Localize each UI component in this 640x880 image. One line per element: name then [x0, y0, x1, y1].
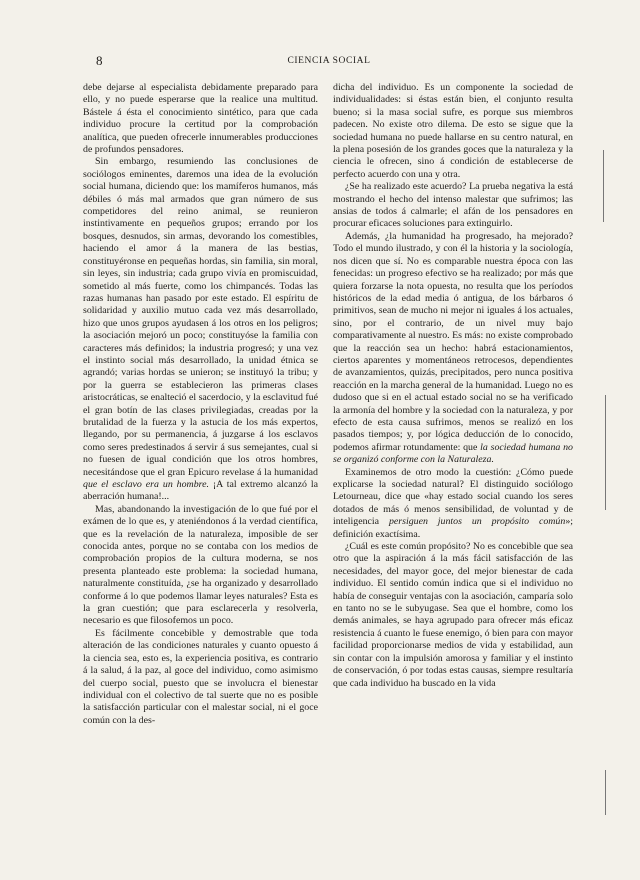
paragraph-text: Examinemos de otro modo la cuestión: ¿Cómo puede explicarse la sociedad natural? El distinguido sociólogo Letourneau, dice que «hay estado social cuando los seres dotados de más ó menos sensibilidad, de voluntad y de inteligencia [333, 466, 573, 528]
paragraph-text: ¿Cuál es este común propósito? No es concebible que sea otro que la aspiración á la más fácil satisfacción de las necesidades, del mayor goce, del mejor bienestar de cada individuo. El sentido común indica que si el individuo no había de conseguir ventajas con la asociación, camparía solo en tanto no se le subyugase. Sea que el hombre, como los demás animales, se haya agrupado para ofrecer más eficaz resistencia á cuanto le fuese enemigo, ó bien para con mayor facilidad proporcionarse medios de vida y estabilidad, aun sin contar con la impulsión amorosa y familiar y el instinto de conservación, ó por todas estas causas, siempre resultaría que cada individuo ha buscado en la vida [333, 541, 573, 689]
emphasis-text: que el esclavo era un hombre. [83, 479, 209, 490]
paragraph [333, 181, 573, 231]
paragraph [333, 231, 573, 467]
paragraph-text: dicha del individuo. Es un componente la sociedad de individualidades: si éstas están bien, el conjunto resulta bueno; si la masa social sufre, es porque sus miembros padecen. No existe otro dilema. De esto se sigue que la sociedad humana no puede hallarse en su centro natural, en la plena posesión de los grandes goces que la naturaleza y la ciencia le ofrecen, sino á condición de establecerse de perfecto acuerdo con una y otra. [333, 82, 573, 180]
margin-mark [603, 150, 604, 222]
page-header [88, 55, 570, 71]
paragraph-text: Además, ¿la humanidad ha progresado, ha mejorado? Todo el mundo ilustrado, y con él la historia y la sociología, nos dicen que sí. No es comparable nuestra época con las fenecidas: un progreso efectivo se ha realizado; por más que quiera forzarse la nota opuesta, no resulta que los períodos históricos de la edad media ó antigua, de los bárbaros ó primitivos, sean de mucho ni mejor ni iguales á los actuales, sino, por el contrario, de un nivel muy bajo comparativamente al nuestro. Es más: no existe comprobado que la reacción sea un hecho: habrá estacionamientos, ciertos aparentes y momentáneos retrocesos, dependientes de avanzamientos, quizás, precipitados, pero nunca positiva reacción en la marcha general de la humanidad. Luego no es dudoso que si en el actual estado social no se ha verificado la armonía del hombre y la sociedad con la naturaleza, y por efecto de esta causa sufrimos, menos se realizó en los pasados tiempos; y, por lógica deducción de lo conocido, podemos afirmar rotundamente: que [333, 230, 573, 453]
margin-mark [605, 770, 606, 815]
running-head: CIENCIA SOCIAL [287, 56, 371, 66]
paragraph-text: ¿Se ha realizado este acuerdo? La prueba negativa la está mostrando el hecho del intenso malestar que sufrimos; las ansias de todos á calmarle; el afán de los pensadores en procurar eficaces soluciones para extinguirlo. [333, 181, 573, 230]
margin-mark [605, 395, 606, 510]
paragraph-text: debe dejarse al especialista debidamente preparado para ello, y no puede esperarse que la realice una multitud. Bástele á ésta el conocimiento sintético, para que cada individuo procure la certitud por la comprobación analítica, que pueden ofrecerle innumerables producciones de profundos pensadores. [83, 82, 318, 156]
paragraph [83, 156, 318, 503]
paragraph-tail: »; definición exactísima. [333, 516, 573, 540]
paragraph [333, 82, 573, 181]
paragraph [333, 541, 573, 690]
emphasis-text: la sociedad humana no se organizó conforme con la Naturaleza. [333, 441, 573, 466]
paragraph [83, 82, 318, 156]
left-column [83, 82, 318, 862]
paragraph [83, 504, 318, 628]
paragraph-text: Mas, abandonando la investigación de lo que fué por el exámen de lo que es, y ateniéndonos á la verdad científica, que es la revelación de la naturaleza, imposible de ser conocida antes, porque no se contaba con los medios de comprobación propios de la cultura moderna, se nos presenta planteado este problema: la sociedad humana, naturalmente constituída, ¿se ha organizado y desarrollado conforme á lo que podemos llamar leyes naturales? Esta es la gran cuestión; que para esclarecerla y resolverla, necesario es que filosofemos un poco. [83, 503, 318, 627]
emphasis-text: persiguen juntos un propósito común [388, 516, 566, 528]
paragraph-text: Sin embargo, resumiendo las conclusiones de sociólogos eminentes, daremos una idea de la evolución social humana, diciendo que: los mamíferos humanos, más débiles ó más mal armados que gran número de sus competidores del reino animal, se reunieron instintivamente en pequeños grupos; errando por los bosques, desnudos, sin armas, devorando los comestibles, haciendo el amor á la manera de las bestias, constituyéronse en pequeñas hordas, sin familia, sin moral, sin leyes, sin industria; cada grupo vivía en promiscuidad, sometido al más fuerte, como los chimpancés. Todas las razas humanas han pasado por este estado. El espíritu de solidaridad y auxilio mutuo cada vez más desarrollado, hizo que unos grupos ayudasen á los otros en los peligros; la asociación mejoró un poco; constituyóse la familia con caracteres más definidos; la industria progresó; y una vez el instinto social más desarrollado, la unidad étnica se agrandó; varias hordas se unieron; se instituyó la tribu; y por la guerra se establecieron las primeras clases aristocráticas, se enalteció el sacerdocio, y la esclavitud fué el gran botín de las clases privilegiadas, creadas por la brutalidad de la fuerza y la astucia de los más expertos, llegando, por su permanencia, á juzgarse á los esclavos como seres predestinados á servir á sus semejantes, cual si no fuesen de igual condición que los otros hombres, necesitándose que el gran Epicuro revelase á la humanidad [83, 156, 318, 478]
paragraph [83, 628, 318, 727]
paragraph-tail: ¡A tal extremo alcanzó la aberración humana!... [83, 479, 318, 503]
paragraph [333, 467, 573, 541]
page-number: 8 [96, 53, 104, 68]
paragraph-text: Es fácilmente concebible y demostrable que toda alteración de las condiciones naturales y cuanto opuesto á la ciencia sea, esto es, la experiencia positiva, es contrario á la salud, á la paz, al goce del individuo, como asimismo del cuerpo social, puesto que se involucra el bienestar individual con el colectivo de tal suerte que no es posible la satisfacción particular con el malestar social, ni el goce común con la des- [83, 627, 318, 726]
right-column [333, 82, 573, 862]
